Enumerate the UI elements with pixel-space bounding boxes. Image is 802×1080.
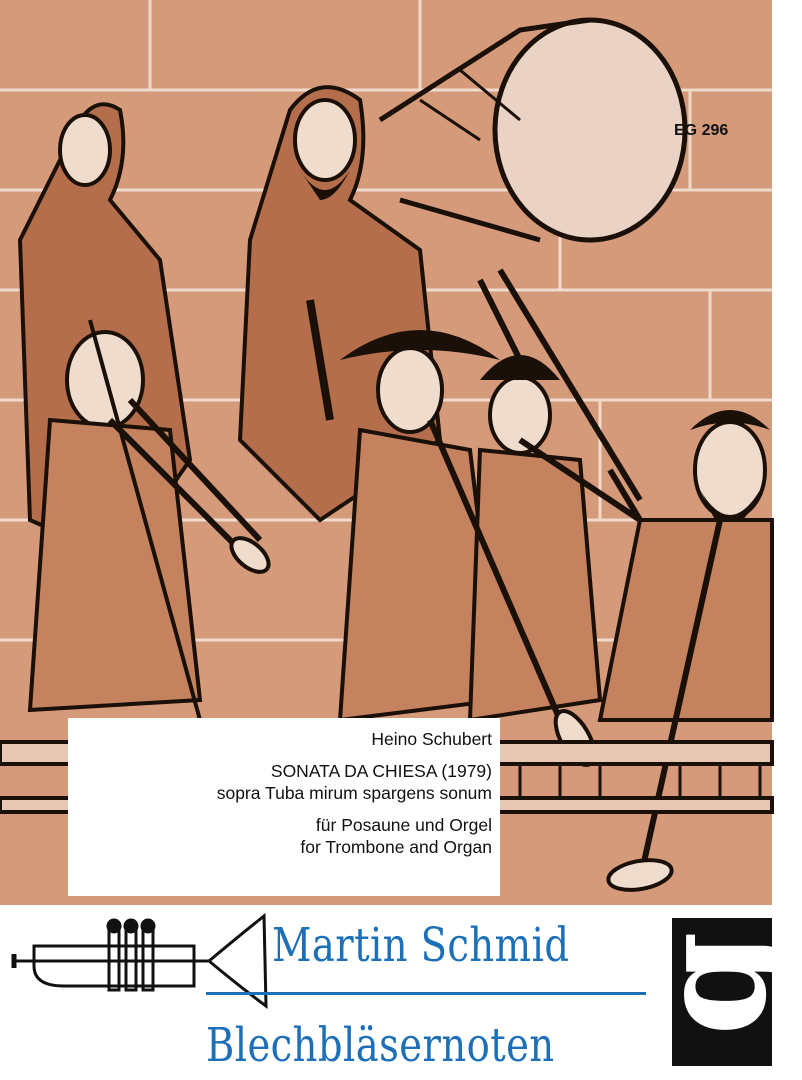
work-subtitle: sopra Tuba mirum spargens sonum <box>216 783 492 803</box>
brand-underline <box>206 992 646 995</box>
title-panel <box>68 718 500 896</box>
work-title: SONATA DA CHIESA (1979) <box>270 761 492 781</box>
composer-name: Heino Schubert <box>371 729 492 749</box>
brand-tagline: Blechbläsernoten <box>206 1018 555 1073</box>
brand-name: Martin Schmid <box>272 918 570 973</box>
trumpet-icon <box>4 906 274 1016</box>
instrumentation-english: for Trombone and Organ <box>300 837 492 857</box>
logo-letter: g <box>624 931 800 1036</box>
catalog-number: EG 296 <box>674 122 729 139</box>
publisher-logo <box>624 918 800 1066</box>
instrumentation-german: für Posaune und Orgel <box>315 815 492 835</box>
